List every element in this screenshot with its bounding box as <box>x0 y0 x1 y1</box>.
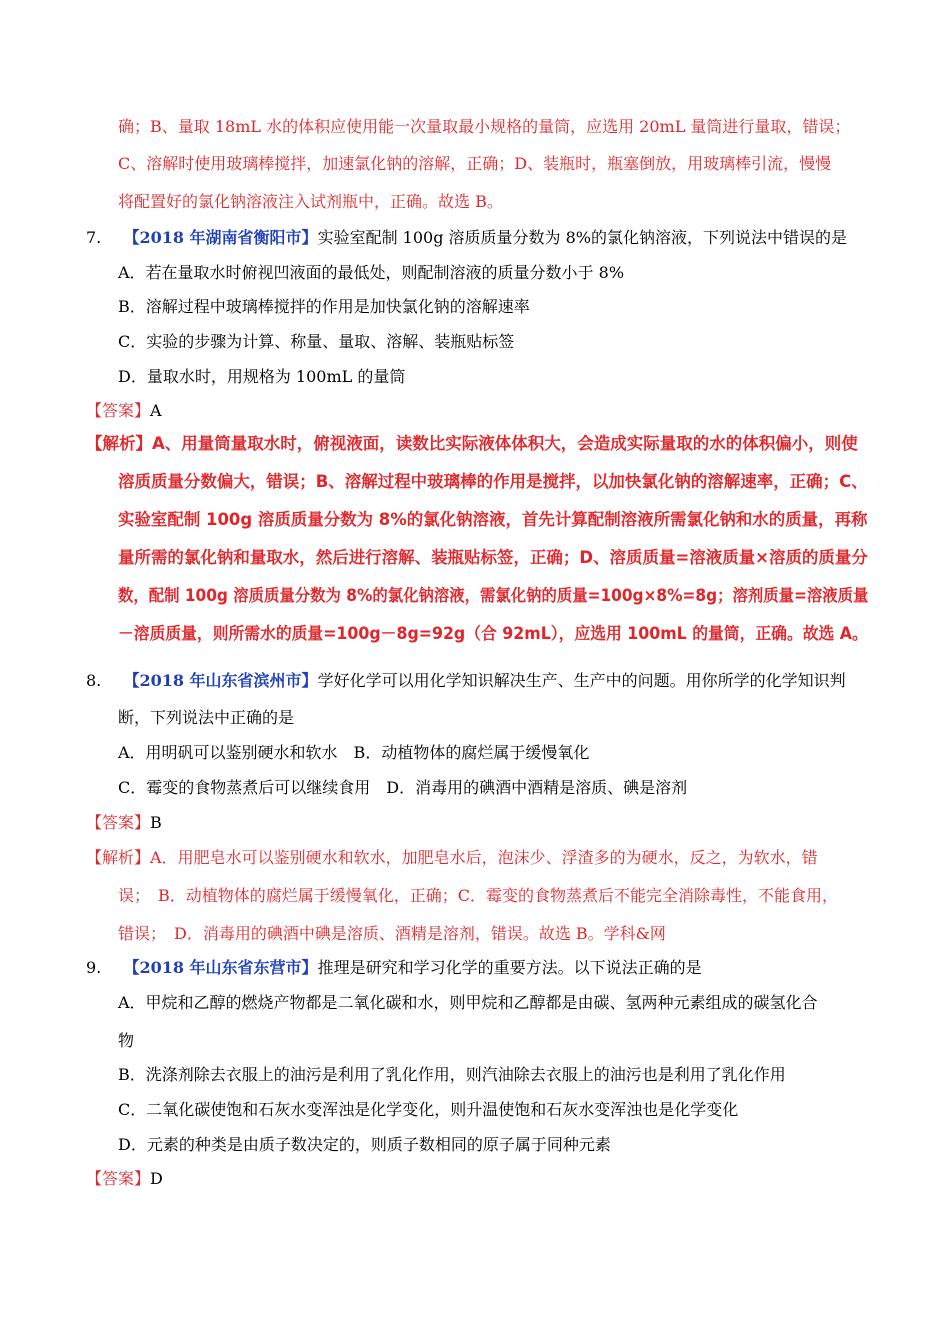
analysis-text: A．用肥皂水可以鉴别硬水和软水，加肥皂水后，泡沫少、浮渣多的为硬水，反之，为软水，错 <box>150 848 818 867</box>
question-number: 7. <box>86 228 102 247</box>
q7-analysis-line-2: 溶质质量分数偏大，错误；B、溶解过程中玻璃棒的作用是搅拌，以加快氯化钠的溶解速率，正确；C、 <box>118 472 868 491</box>
q7-option-c: C．实验的步骤为计算、称量、量取、溶解、装瓶贴标签 <box>118 332 515 351</box>
q6-analysis-line-2: C、溶解时使用玻璃棒搅拌，加速氯化钠的溶解，正确；D、装瓶时，瓶塞倒放，用玻璃棒引流，慢慢 <box>118 154 832 173</box>
question-8 <box>86 671 846 691</box>
q9-option-d: D．元素的种类是由质子数决定的，则质子数相同的原子属于同种元素 <box>118 1135 611 1154</box>
q7-option-d: D．量取水时，用规格为 100mL 的量筒 <box>118 367 406 386</box>
answer-label: 【答案】 <box>86 401 151 420</box>
question-source: 【2018 年湖南省衡阳市】 <box>123 228 318 247</box>
question-source: 【2018 年山东省东营市】 <box>123 958 318 977</box>
analysis-label: 【解析】 <box>86 434 152 453</box>
q8-analysis-line-1 <box>86 848 818 868</box>
q8-stem-line-2: 断，下列说法中正确的是 <box>118 708 295 727</box>
q9-option-c: C．二氧化碳使饱和石灰水变浑浊是化学变化，则升温使饱和石灰水变浑浊也是化学变化 <box>118 1100 739 1119</box>
q8-options-cd: C．霉变的食物蒸煮后可以继续食用 D．消毒用的碘酒中酒精是溶质、碘是溶剂 <box>118 778 688 797</box>
analysis-label: 【解析】 <box>86 848 151 867</box>
q9-option-b: B．洗涤剂除去衣服上的油污是利用了乳化作用，则汽油除去衣服上的油污也是利用了乳化作用 <box>118 1065 786 1084</box>
q7-analysis-line-4: 量所需的氯化钠和量取水，然后进行溶解、装瓶贴标签，正确；D、溶质质量=溶液质量×溶质的质量分 <box>118 548 868 567</box>
answer-value: A <box>150 401 162 420</box>
answer-value: B <box>150 813 162 832</box>
q9-answer <box>86 1169 163 1189</box>
answer-label: 【答案】 <box>86 813 151 832</box>
analysis-text: A、用量筒量取水时，俯视液面，读数比实际液体体积大，会造成实际量取的水的体积偏小，则使 <box>152 434 858 453</box>
question-9 <box>86 958 702 978</box>
question-stem: 学好化学可以用化学知识解决生产、生产中的问题。用你所学的化学知识判 <box>317 671 846 690</box>
q6-analysis-line-3: 将配置好的氯化钠溶液注入试剂瓶中，正确。故选 B。 <box>118 192 503 211</box>
question-stem: 实验室配制 100g 溶质质量分数为 8%的氯化钠溶液，下列说法中错误的是 <box>317 228 847 247</box>
q7-analysis-line-3: 实验室配制 100g 溶质质量分数为 8%的氯化钠溶液，首先计算配制溶液所需氯化钠和水的质量，再称 <box>118 510 868 529</box>
q8-analysis-line-2: 误； B．动植物体的腐烂属于缓慢氧化，正确；C．霉变的食物蒸煮后不能完全消除毒性，不能食用， <box>118 886 839 905</box>
q9-option-a-cont: 物 <box>118 1031 135 1050</box>
q7-analysis-line-5: 数，配制 100g 溶质质量分数为 8%的氯化钠溶液，需氯化钠的质量=100g×8%=8g；溶剂质量=溶液质量 <box>118 586 869 605</box>
question-stem: 推理是研究和学习化学的重要方法。以下说法正确的是 <box>317 958 702 977</box>
question-7 <box>86 228 847 248</box>
q7-answer <box>86 401 162 421</box>
question-number: 9. <box>86 958 102 977</box>
q9-option-a: A．甲烷和乙醇的燃烧产物都是二氧化碳和水，则甲烷和乙醇都是由碳、氢两种元素组成的碳氢化合 <box>118 993 818 1012</box>
question-number: 8. <box>86 671 102 690</box>
q7-analysis-line-6: －溶质质量，则所需水的质量=100g－8g=92g（合 92mL），应选用 100mL 的量筒，正确。故选 A。 <box>118 624 868 643</box>
q6-analysis-line-1: 确；B、量取 18mL 水的体积应使用能一次量取最小规格的量筒，应选用 20mL 量筒进行量取，错误； <box>118 117 851 136</box>
q7-option-a: A．若在量取水时俯视凹液面的最低处，则配制溶液的质量分数小于 8% <box>118 263 625 282</box>
q7-analysis-line-1 <box>86 434 858 454</box>
q7-option-b: B．溶解过程中玻璃棒搅拌的作用是加快氯化钠的溶解速率 <box>118 297 530 316</box>
question-source: 【2018 年山东省滨州市】 <box>123 671 318 690</box>
answer-value: D <box>150 1169 163 1188</box>
q8-analysis-line-3: 错误； D．消毒用的碘酒中碘是溶质、酒精是溶剂，错误。故选 B。学科&网 <box>118 924 666 943</box>
answer-label: 【答案】 <box>86 1169 151 1188</box>
q8-answer <box>86 813 162 833</box>
q8-options-ab: A．用明矾可以鉴别硬水和软水 B．动植物体的腐烂属于缓慢氧化 <box>118 743 590 762</box>
